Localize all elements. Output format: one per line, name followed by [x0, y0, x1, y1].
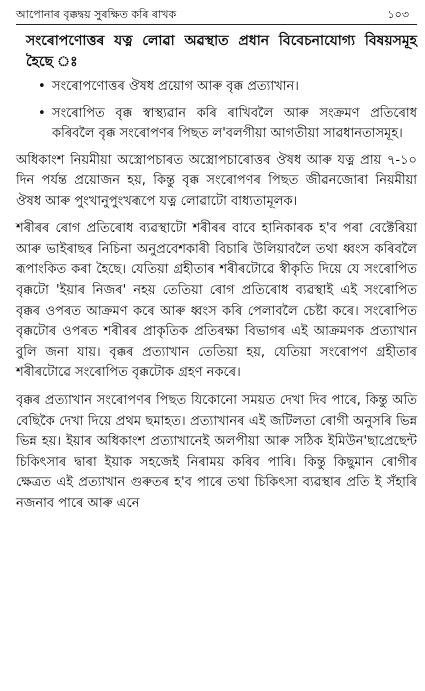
list-item — [38, 77, 417, 98]
header-rule — [16, 24, 417, 25]
section-heading: সংৰোপণোত্তৰ যত্ন লোৱা অৱস্থাত প্ৰধান বিবেচনাযোগ্য বিষয়সমূহ হৈছে ঃ — [26, 33, 417, 70]
paragraph-rejection-timing: বৃক্কৰ প্ৰত্যাখান সংৰোপণৰ পিছত যিকোনো সময়ত দেখা দিব পাৰে, কিন্তু অতি বেছিকৈ দেখা দিয়ে প্ৰথম ছমাহত। প্ৰত্যাখানৰ এই জটিলতা ৰোগী অনুসৰি ভিন্ন ভিন্ন হয়। ইয়াৰ অধিকাংশ প্ৰত্যাখানেই অলপীয়া আৰু সঠিক ইমিউন'ছাপ্ৰেছেন্ট চিকিৎসাৰ দ্বাৰা ইয়াক সহজেই নিৰাময় কৰিব পাৰি। কিন্তু কিছুমান ৰোগীৰ ক্ষেত্ৰত এই প্ৰত্যাখান গুৰুতৰ হ'ব পাৰে তথা চিকিৎসা ব্যৱস্থাৰ প্ৰতি ই সঁহাৰি নজনাব পাৰে আৰু এনে — [16, 393, 417, 511]
list-item — [38, 104, 417, 145]
running-header — [16, 0, 417, 22]
paragraph-immune-rejection: শৰীৰৰ ৰোগ প্ৰতিৰোধ ব্যৱস্থাটো শৰীৰৰ বাবে হানিকাৰক হ'ব পৰা বেক্টেৰিয়া আৰু ভাইৰাছৰ নিচিনা অনুপ্ৰবেশকাৰী বিচাৰি উলিয়াবলৈ তথা ধ্বংস কৰিবলৈ ৰূপাংকিত কৰা হৈছে। যেতিয়া গ্ৰহীতাৰ শৰীৰটোৱে স্বীকৃতি দিয়ে যে সংৰোপিত বৃক্কটো 'ইয়াৰ নিজৰ' নহয় তেতিয়া ৰোগ প্ৰতিৰোধ ব্যৱস্থাই এই সংৰোপিত বৃক্কৰ ওপৰত আক্ৰমণ কৰে আৰু ধ্বংস কৰি পেলাবলৈ চেষ্টা কৰে। সংৰোপিত বৃক্কটোৰ ওপৰত শৰীৰৰ প্ৰাকৃতিক প্ৰতিৰক্ষা বিভাগৰ এই আক্ৰমণক প্ৰত্যাখান বুলি জনা যায়। বৃক্কৰ প্ৰত্যাখান তেতিয়া হয়, যেতিয়া সংৰোপণ গ্ৰহীতাৰ শৰীৰটোৱে সংৰোপিত বৃক্কটোক গ্ৰহণ নকৰে। — [16, 221, 417, 381]
page-number: ১০৩ — [387, 8, 409, 21]
paragraph-postop-care: অধিকাংশ নিয়মীয়া অস্ত্ৰোপচাৰত অস্ত্ৰোপচাৰোত্তৰ ঔষধ আৰু যত্ন প্ৰায় ৭-১০ দিন পৰ্যন্ত প্ৰয়োজন হয়, কিন্তু বৃক্ক সংৰোপণৰ পিছত জীৱনজোৰা নিয়মীয়া ঔষধ আৰু পুংখানুপুংখৰূপে যত্ন লোৱাটো বাধ্যতামূলক। — [16, 152, 417, 209]
bullet-list — [16, 77, 417, 145]
bullet-icon: • — [38, 79, 46, 94]
bullet-icon: • — [38, 105, 46, 121]
running-title: আপোনাৰ বৃক্কদ্বয় সুৰক্ষিত কৰি ৰাখক — [16, 8, 177, 21]
bullet-text: সংৰোপণোত্তৰ ঔষধ প্ৰয়োগ আৰু বৃক্ক প্ৰত্যাখান। — [52, 79, 299, 94]
bullet-text: সংৰোপিত বৃক্ক স্বাস্থ্যৱান কৰি ৰাখিবলৈ আৰু সংক্ৰমণ প্ৰতিৰোধ কৰিবলৈ বৃক্ক সংৰোপণৰ পিছত ল'বলগীয়া আগতীয়া সাৱধানতাসমূহ। — [52, 105, 417, 141]
